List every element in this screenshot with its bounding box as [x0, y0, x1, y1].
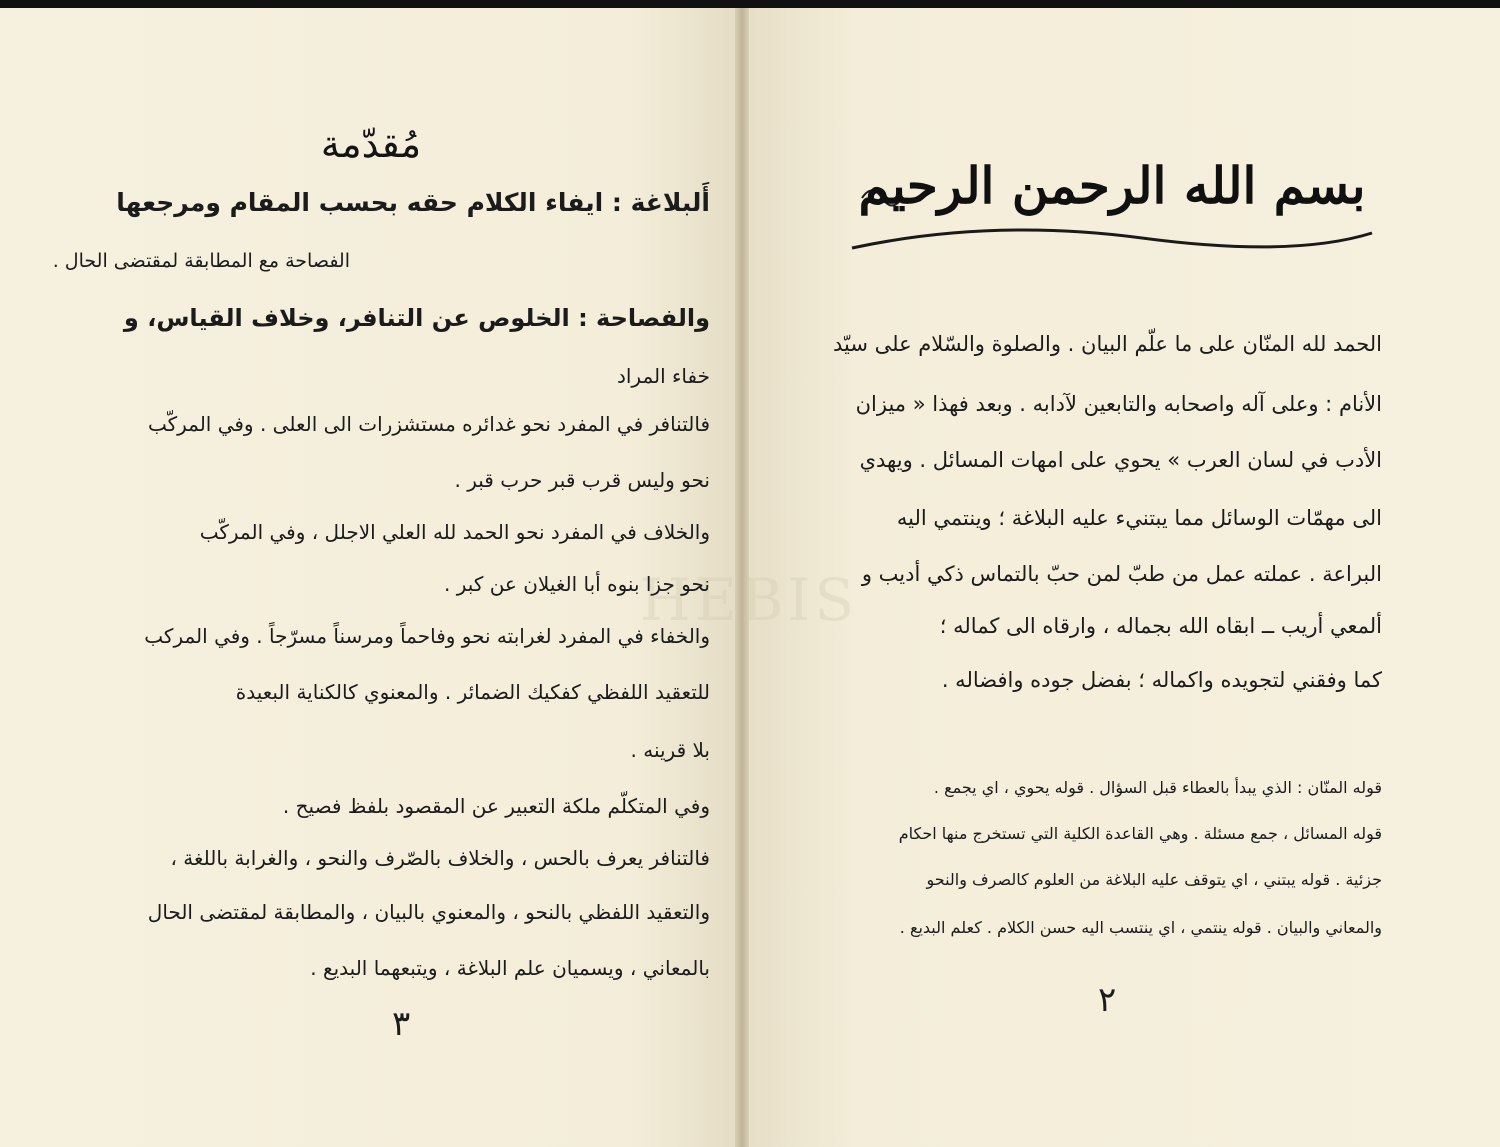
left-line-7: والخلاف في المفرد نحو الحمد لله العلي الاجلل ، وفي المركّب: [199, 520, 710, 544]
page-title: مُقدّمة: [320, 122, 422, 166]
note-line-4: والمعاني والبيان . قوله ينتمي ، اي ينتسب اليه حسن الكلام . كعلم البديع .: [899, 918, 1382, 937]
left-line-1: أَلبلاغة : ايفاء الكلام حقه بحسب المقام ومرجعها: [116, 188, 710, 217]
basmala-text: بسم الله الرحمن الرحيم: [858, 156, 1366, 215]
left-line-12: وفي المتكلّم ملكة التعبير عن المقصود بلفظ فصيح .: [282, 794, 710, 818]
left-line-11: بلا قرينه .: [630, 738, 710, 762]
left-line-2: الفصاحة مع المطابقة لمقتضى الحال .: [52, 250, 350, 272]
left-line-9: والخفاء في المفرد لغرابته نحو وفاحماً ومرسناً مسرّجاً . وفي المركب: [144, 624, 710, 648]
left-line-13: فالتنافر يعرف بالحس ، والخلاف بالصّرف والنحو ، والغرابة باللغة ،: [170, 846, 710, 870]
watermark: HEBIS: [640, 566, 859, 634]
note-line-1: قوله المنّان : الذي يبدأ بالعطاء قبل السؤال . قوله يحوي ، اي يجمع .: [933, 778, 1382, 797]
right-line-6: ألمعي أريب ــ ابقاه الله بجماله ، وارقاه الى كماله ؛: [939, 614, 1382, 638]
left-line-8: نحو جزا بنوه أبا الغيلان عن كبر .: [444, 572, 710, 596]
page-number-left: ٣: [392, 1004, 411, 1044]
note-line-2: قوله المسائل ، جمع مسئلة . وهي القاعدة الكلية التي تستخرج منها احكام: [898, 824, 1382, 843]
right-line-7: كما وفقني لتجويده واكماله ؛ بفضل جوده وافضاله .: [941, 668, 1382, 692]
left-line-15: بالمعاني ، ويسميان علم البلاغة ، ويتبعهما البديع .: [310, 956, 710, 980]
page-number-right: ٢: [1098, 980, 1117, 1020]
left-line-6: نحو وليس قرب قبر حرب قبر .: [454, 468, 710, 492]
right-line-3: الأدب في لسان العرب » يحوي على امهات المسائل . ويهدي: [859, 448, 1382, 472]
basmala-calligraphy: [842, 138, 1382, 258]
left-line-3: والفصاحة : الخلوص عن التنافر، وخلاف القياس، و: [123, 304, 710, 332]
top-border: [0, 0, 1500, 8]
left-line-10: للتعقيد اللفظي كفكيك الضمائر . والمعنوي كالكناية البعيدة: [235, 680, 710, 704]
left-line-4: خفاء المراد: [616, 364, 710, 388]
left-line-5: فالتنافر في المفرد نحو غدائره مستشزرات الى العلى . وفي المركّب: [147, 412, 710, 436]
right-line-5: البراعة . عملته عمل من طبّ لمن حبّ بالتماس ذكي أديب و: [861, 562, 1382, 586]
right-line-2: الأنام : وعلى آله واصحابه والتابعين لآدابه . وبعد فهذا « ميزان: [855, 392, 1382, 416]
left-line-14: والتعقيد اللفظي بالنحو ، والمعنوي بالبيان ، والمطابقة لمقتضى الحال: [147, 900, 710, 924]
right-line-1: الحمد لله المنّان على ما علّم البيان . والصلوة والسّلام على سيّد: [833, 332, 1382, 356]
right-line-4: الى مهمّات الوسائل مما يبتنيء عليه البلاغة ؛ وينتمي اليه: [896, 506, 1382, 530]
note-line-3: جزئية . قوله يبتني ، اي يتوقف عليه البلاغة من العلوم كالصرف والنحو: [926, 870, 1382, 889]
